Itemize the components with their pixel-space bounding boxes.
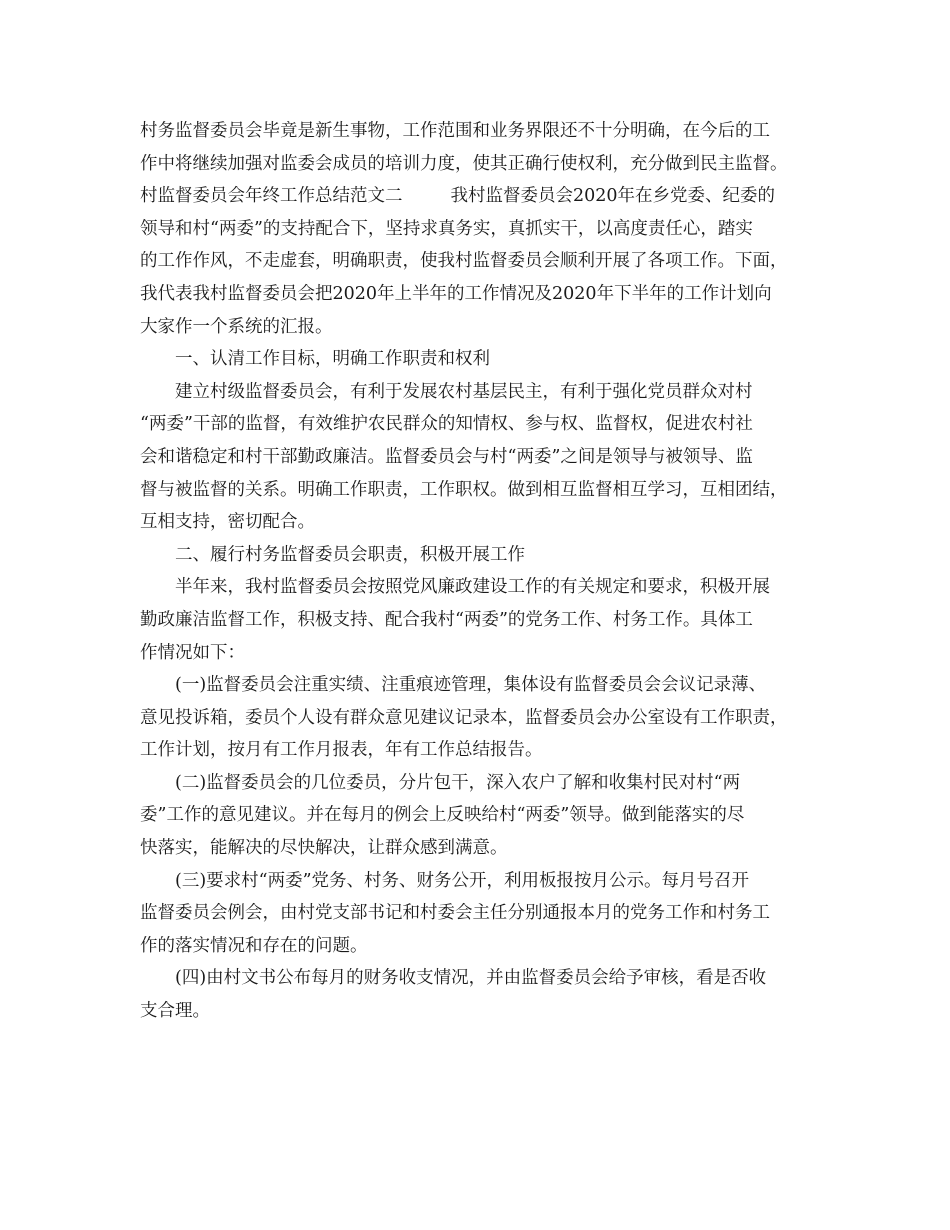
text-line (140, 669, 820, 702)
line-text: 工作计划，按月有工作月报表，年有工作总结报告。 (140, 740, 543, 761)
text-line (140, 245, 820, 278)
line-text: 半年来，我村监督委员会按照党风廉政建设工作的有关规定和要求，积极开展 (175, 577, 770, 598)
line-text: 建立村级监督委员会，有利于发展农村基层民主，有利于强化党员群众对村 (175, 381, 753, 402)
text-line (140, 832, 820, 865)
line-text: (四)由村文书公布每月的财务收支情况，并由监督委员会给予审核，看是否收 (175, 968, 767, 989)
line-text: 作情况如下： (140, 642, 245, 663)
line-text: 我村监督委员会2020年在乡党委、纪委的 (450, 186, 776, 207)
subheading: 一、认清工作目标，明确工作职责和权利 (175, 349, 490, 370)
line-text: (一)监督委员会注重实绩、注重痕迹管理，集体设有监督委员会会议记录薄、 (175, 675, 767, 696)
line-text: 意见投诉箱，委员个人设有群众意见建议记录本，监督委员会办公室设有工作职责， (140, 707, 788, 728)
section-heading-line (140, 180, 820, 213)
text-line (140, 604, 820, 637)
text-line (140, 865, 820, 898)
line-text: 督与被监督的关系。明确工作职责，工作职权。做到相互监督相互学习，互相团结， (140, 479, 788, 500)
text-line (140, 506, 820, 539)
section-heading: 村监督委员会年终工作总结范文二 (140, 186, 403, 207)
line-text: 村务监督委员会毕竟是新生事物，工作范围和业务界限还不十分明确，在今后的工 (140, 121, 770, 141)
text-line (140, 311, 820, 344)
text-line (140, 474, 820, 507)
text-line (140, 213, 820, 246)
line-text: 作的落实情况和存在的问题。 (140, 935, 368, 956)
text-line (140, 637, 820, 670)
text-line (140, 767, 820, 800)
line-text: 互相支持，密切配合。 (140, 512, 315, 533)
text-line (140, 571, 820, 604)
subheading: 二、履行村务监督委员会职责，积极开展工作 (175, 544, 525, 565)
text-line (140, 734, 820, 767)
line-text: 的工作作风，不走虚套，明确职责，使我村监督委员会顺利开展了各项工作。下面， (140, 251, 788, 272)
text-line (140, 441, 820, 474)
text-line (140, 148, 820, 181)
text-line (140, 799, 820, 832)
text-line (140, 995, 820, 1028)
line-text: 支合理。 (140, 1001, 210, 1022)
text-line (140, 962, 820, 995)
subheading-line (140, 539, 820, 572)
line-text: 领导和村“两委”的支持配合下，坚持求真务实，真抓实干，以高度责任心，踏实 (140, 218, 753, 239)
line-text: 我代表我村监督委员会把2020年上半年的工作情况及2020年下半年的工作计划向 (140, 283, 772, 304)
text-line (140, 376, 820, 409)
text-line (140, 702, 820, 735)
line-text: 监督委员会例会，由村党支部书记和村委会主任分别通报本月的党务工作和村务工 (140, 903, 770, 924)
text-line (140, 408, 820, 441)
line-text: 勤政廉洁监督工作，积极支持、配合我村“两委”的党务工作、村务工作。具体工 (140, 609, 753, 630)
document-body (140, 115, 820, 1028)
line-text: (三)要求村“两委”党务、村务、财务公开，利用板报按月公示。每月号召开 (175, 870, 750, 891)
line-text: (二)监督委员会的几位委员，分片包干，深入农户了解和收集村民对村“两 (175, 772, 741, 793)
line-text: 大家作一个系统的汇报。 (140, 316, 333, 337)
subheading-line (140, 343, 820, 376)
line-text: 快落实，能解决的尽快解决，让群众感到满意。 (140, 838, 508, 859)
line-text: 委”工作的意见建议。并在每月的例会上反映给村“两委”领导。做到能落实的尽 (140, 805, 745, 826)
text-line (140, 930, 820, 963)
line-text: 作中将继续加强对监委会成员的培训力度，使其正确行使权利，充分做到民主监督。 (140, 153, 788, 174)
line-text: “两委”干部的监督，有效维护农民群众的知情权、参与权、监督权，促进农村社 (140, 414, 753, 435)
text-line (140, 115, 820, 148)
line-text: 会和谐稳定和村干部勤政廉洁。监督委员会与村“两委”之间是领导与被领导、监 (140, 446, 753, 467)
text-line (140, 897, 820, 930)
text-line (140, 278, 820, 311)
